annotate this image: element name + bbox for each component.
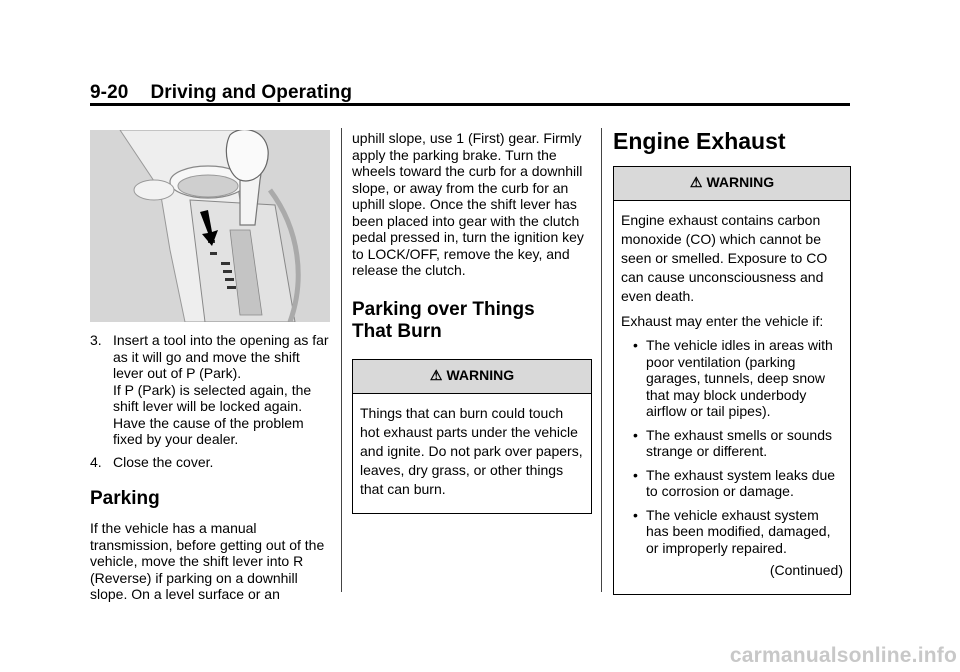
bullet-item [621, 427, 843, 460]
warning-header [614, 167, 850, 201]
step-number: 4. [90, 453, 102, 470]
step-text: Close the cover. [113, 453, 214, 470]
bullet-icon: • [633, 426, 638, 443]
warning-paragraph: Engine exhaust contains carbon monoxide (CO) which cannot be seen or smelled. Exposure to CO can cause unconsciousness and even death. [621, 212, 828, 304]
section-heading-engine-exhaust: Engine Exhaust [613, 128, 786, 154]
bullet-icon: • [633, 337, 638, 353]
heading-line: That Burn [352, 320, 442, 342]
section-heading-parking: Parking [90, 488, 160, 509]
column-2 [352, 130, 592, 514]
section-heading-things-that-burn [352, 299, 592, 343]
header-rule [90, 103, 850, 106]
watermark: carmanualsonline.info [729, 644, 957, 667]
warning-body [614, 201, 850, 594]
column-divider-2 [601, 128, 602, 592]
bullet-text: The vehicle exhaust system has been modified, damaged, or improperly repaired. [646, 506, 831, 556]
bullet-icon: • [633, 506, 638, 523]
warning-body [353, 394, 591, 513]
step-item [90, 454, 330, 471]
warning-header [353, 360, 591, 394]
bullet-text: The exhaust smells or sounds strange or different. [646, 426, 832, 459]
warning-paragraph: Exhaust may enter the vehicle if: [621, 313, 824, 329]
parking-paragraph: If the vehicle has a manual transmission, before getting out of the vehicle, move the shift lever into R (Reverse) if parking on a downhill slope. On a level surface or an [90, 520, 325, 602]
bullet-item [621, 467, 843, 500]
section-title: Driving and Operating [150, 82, 353, 103]
shift-lever-illustration [90, 130, 330, 322]
column-3 [613, 130, 851, 595]
bullet-item [621, 507, 843, 557]
parking-paragraph-continued: uphill slope, use 1 (First) gear. Firmly apply the parking brake. Turn the wheels toward the curb for a downhill slope, or away from the curb for an uphill slope. Once the shift lever has been placed into gear with the clutch pedal pressed in, turn the ignition key to LOCK/OFF, remove the key, and release the clutch. [352, 130, 584, 278]
bullet-item [621, 337, 843, 420]
warning-icon: ⚠ [689, 174, 703, 190]
warning-label: WARNING [706, 174, 775, 190]
warning-box [613, 166, 851, 595]
bullet-list [621, 337, 843, 556]
step-list [90, 332, 330, 470]
warning-icon: ⚠ [429, 366, 443, 383]
warning-box [352, 359, 592, 514]
bullet-text: The exhaust system leaks due to corrosion or damage. [646, 466, 836, 499]
step-text: Insert a tool into the opening as far as it will go and move the shift lever out of P (Park). [113, 332, 329, 381]
heading-line: Parking over Things [352, 298, 535, 320]
column-1 [90, 130, 330, 603]
page-header [90, 82, 352, 104]
warning-text: Things that can burn could touch hot exhaust parts under the vehicle and ignite. Do not park over papers, leaves, dry grass, or other things that can burn. [360, 404, 583, 497]
step-text: If P (Park) is selected again, the shift lever will be locked again. Have the cause of the problem fixed by your dealer. [113, 381, 312, 447]
bullet-icon: • [633, 466, 638, 483]
bullet-text: The vehicle idles in areas with poor ventilation (parking garages, tunnels, deep snow that may block underbody airflow or tail pipes). [646, 337, 833, 419]
page-number: 9-20 [90, 82, 129, 103]
continued-label: (Continued) [769, 562, 843, 578]
step-number: 3. [90, 332, 102, 348]
warning-label: WARNING [446, 366, 515, 383]
step-item [90, 332, 330, 448]
column-divider-1 [341, 128, 342, 592]
